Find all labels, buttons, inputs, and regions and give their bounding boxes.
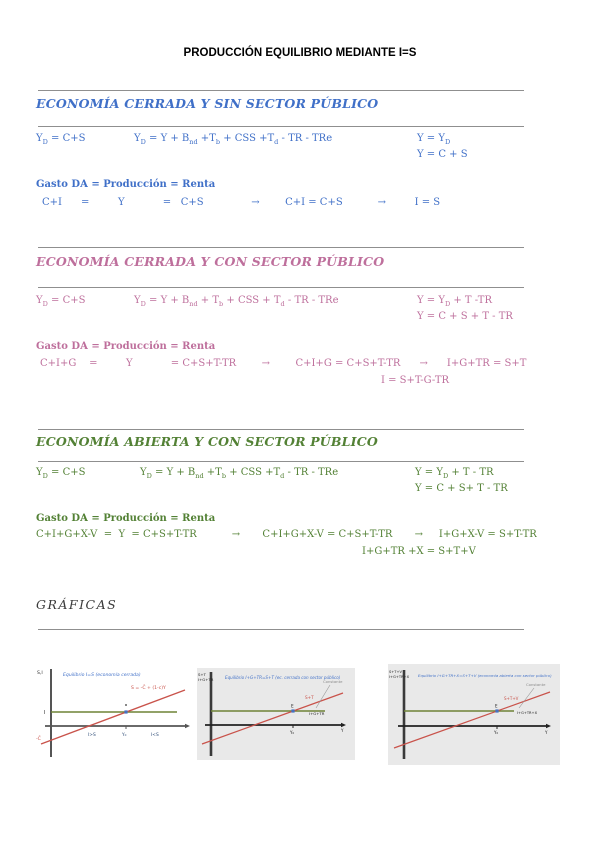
s3-yd-expansion: $Y_D = Y + B_{nd} +T_b$ + CSS $+T_d$ - TR - TRe bbox=[140, 467, 339, 480]
s3-y-equality-2: Y = C + S+ T - TR bbox=[415, 483, 508, 494]
g2-y-axis-label-1: S+T bbox=[198, 672, 206, 677]
divider bbox=[38, 126, 524, 127]
divider bbox=[38, 247, 524, 248]
section3-heading: ECONOMÍA ABIERTA Y CON SECTOR PÚBLICO bbox=[36, 434, 378, 449]
s2-yd-expansion: $Y_D = Y + B_{nd} + T_b$ + CSS + $T_d$ - TR - TRe bbox=[134, 295, 339, 308]
s2-yd-identity: $Y_D = C+S$ bbox=[36, 295, 86, 308]
g1-point-marker-icon bbox=[125, 704, 127, 706]
s2-gasto-label: Gasto DA = Producción = Renta bbox=[36, 341, 216, 352]
divider bbox=[38, 90, 524, 91]
g2-equilibrium-label: E bbox=[291, 703, 294, 709]
s1-gasto-label: Gasto DA = Producción = Renta bbox=[36, 179, 216, 190]
section2-heading: ECONOMÍA CERRADA Y CON SECTOR PÚBLICO bbox=[36, 254, 385, 269]
g3-equilibrium-x-label: Y₀ bbox=[494, 730, 499, 735]
s1-y-equality-1: $Y = Y_D$ bbox=[417, 133, 451, 146]
graph-equilibrio-cerrada-sector-publico bbox=[197, 668, 355, 760]
s2-derivation-line: C+I+G = Y = C+S+T-TR → C+I+G = C+S+T-TR → I+G+TR = S+T bbox=[40, 358, 527, 369]
g3-annotation-label: Constante bbox=[526, 682, 546, 687]
g3-equilibrium-point bbox=[495, 709, 498, 712]
graficas-heading: GRÁFICAS bbox=[36, 597, 118, 612]
g2-title: Equilibrio I+G+TR=S+T (ec. cerrada con sector público) bbox=[225, 675, 341, 680]
g1-y-axis-label: S,I bbox=[37, 671, 43, 676]
g1-x-axis-arrow-icon bbox=[185, 724, 190, 728]
g1-saving-line bbox=[41, 690, 185, 744]
divider bbox=[38, 429, 524, 430]
g1-title: Equilibrio I=S (economía cerrada) bbox=[63, 673, 141, 678]
g3-injections-label: I+G+TR+X bbox=[517, 711, 538, 715]
g2-injections-label: I+G+TR bbox=[309, 711, 325, 716]
g2-x-axis-end-label: Y bbox=[341, 728, 344, 733]
g3-y-axis-label-2: I+G+TR+X bbox=[389, 675, 410, 679]
g3-title: Equilibrio I+G+TR+X=S+T+V (economía abierta con sector público) bbox=[418, 673, 552, 678]
s2-derivation-result: I = S+T-G-TR bbox=[381, 375, 450, 386]
s1-yd-identity: $Y_D = C+S$ bbox=[36, 133, 86, 146]
g3-equilibrium-label: E bbox=[495, 703, 498, 709]
g1-region-left-label: I>S bbox=[88, 733, 96, 738]
s1-derivation-line: C+I = Y = C+S → C+I = C+S → I = S bbox=[42, 197, 441, 208]
g3-withdrawals-label: S+T+V bbox=[504, 696, 519, 701]
page-title: PRODUCCIÓN EQUILIBRIO MEDIANTE I=S bbox=[183, 47, 417, 59]
s3-derivation-line: C+I+G+X-V = Y = C+S+T-TR → C+I+G+X-V = C+S+T-TR → I+G+X-V = S+T-TR bbox=[36, 529, 537, 540]
section1-heading: ECONOMÍA CERRADA Y SIN SECTOR PÚBLICO bbox=[36, 96, 379, 111]
s1-y-equality-2: Y = C + S bbox=[417, 149, 468, 160]
s3-gasto-label: Gasto DA = Producción = Renta bbox=[36, 513, 216, 524]
divider bbox=[38, 461, 524, 462]
g1-equilibrium-point bbox=[124, 710, 127, 713]
g1-investment-label: I bbox=[44, 710, 46, 716]
graph-equilibrio-abierta-sector-publico bbox=[388, 664, 560, 765]
g3-x-axis-end-label: Y bbox=[545, 730, 548, 735]
g2-annotation-label: Constante bbox=[323, 679, 343, 684]
g1-region-right-label: I<S bbox=[151, 733, 159, 738]
divider bbox=[38, 629, 524, 630]
g2-annotation-arrow-icon bbox=[316, 685, 330, 708]
s3-derivation-result: I+G+TR +X = S+T+V bbox=[362, 546, 476, 557]
s3-yd-identity: $Y_D = C+S$ bbox=[36, 467, 86, 480]
divider bbox=[38, 287, 524, 288]
g1-intercept-label: -C̄ bbox=[36, 737, 41, 742]
s1-yd-expansion: $Y_D = Y + B_{nd} +T_b$ + CSS $+T_d$ - TR - TRe bbox=[134, 133, 333, 146]
s2-y-equality-2: Y = C + S + T - TR bbox=[417, 311, 513, 322]
g2-withdrawals-label: S+T bbox=[305, 695, 314, 700]
graph-equilibrio-is-cerrada bbox=[35, 663, 192, 765]
s3-y-equality-1: $Y = Y_D + T$ - TR bbox=[415, 467, 494, 480]
g3-withdrawals-line bbox=[394, 692, 550, 748]
s2-y-equality-1: $Y = Y_D + T$ -TR bbox=[417, 295, 492, 308]
g2-y-axis-label-2: I+G+TR bbox=[198, 677, 214, 682]
g3-x-axis-arrow-icon bbox=[546, 724, 551, 728]
g2-equilibrium-x-label: Y₀ bbox=[290, 730, 295, 735]
g1-saving-line-label: S = -C̄ + (1-c)Y bbox=[131, 686, 166, 691]
g2-equilibrium-point bbox=[291, 709, 294, 712]
g1-equilibrium-x-label: Y₀ bbox=[122, 733, 127, 738]
g2-withdrawals-line bbox=[202, 693, 343, 744]
g2-x-axis-arrow-icon bbox=[341, 723, 346, 727]
g3-y-axis-label-1: S+T+V bbox=[389, 670, 402, 674]
